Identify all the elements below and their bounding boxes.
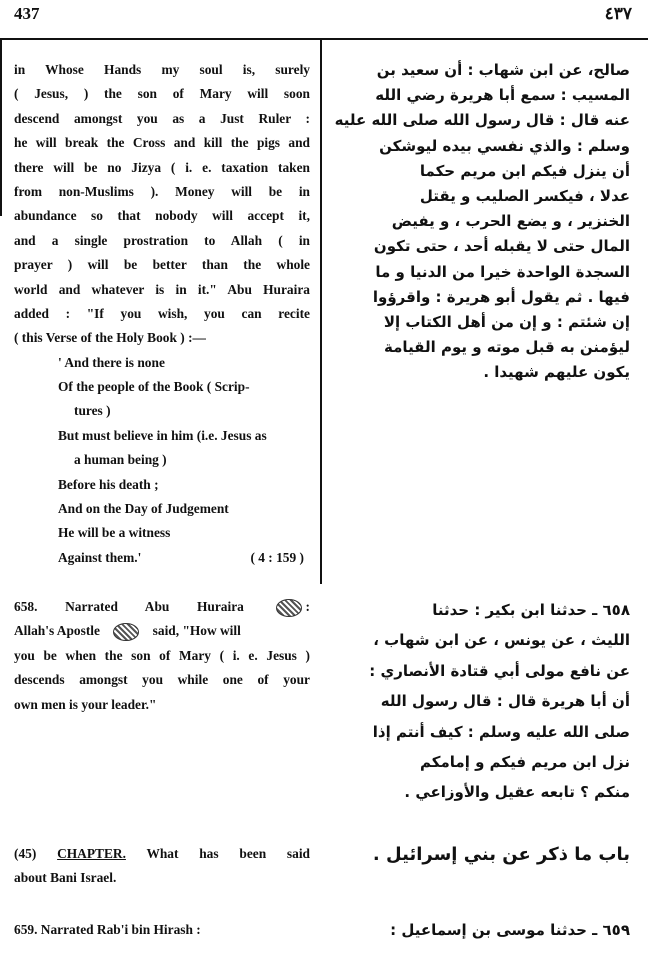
hadith-658-arabic xyxy=(330,595,630,808)
text-line: there will be no Jizya ( i. e. taxation taken xyxy=(14,159,310,175)
verse-reference: ( 4 : 159 ) xyxy=(250,549,304,565)
arabic-line: أن أبا هريرة قال : قال رسول الله xyxy=(380,692,630,711)
hadith-number: 658. xyxy=(14,599,38,614)
arabic-line: يكون عليهم شهيدا . xyxy=(483,363,630,382)
verse-line: tures ) xyxy=(74,403,111,419)
text-line: 659. Narrated Rab'i bin Hirash : xyxy=(14,922,201,937)
text-line: descend amongst you as a Just Ruler : xyxy=(14,110,310,126)
verse-line: But must believe in him (i.e. Jesus as xyxy=(58,427,267,443)
arabic-line: عدلا ، فيكسر الصليب و يقتل xyxy=(419,186,630,205)
hadith-657-arabic xyxy=(330,58,630,385)
verse-line xyxy=(14,546,310,570)
text-line: Allah's Apostle said, "How will xyxy=(14,619,310,643)
text-line: you be when the son of Mary ( i. e. Jesus ) xyxy=(14,647,310,663)
text-line: descends amongst you while one of your xyxy=(14,672,310,688)
calligraphy-seal-icon xyxy=(113,623,139,641)
arabic-line: الليث ، عن يونس ، عن ابن شهاب ، xyxy=(373,631,630,650)
text-line: abundance so that nobody will accept it, xyxy=(14,208,310,224)
arabic-line: إن شئتم : و إن من أهل الكتاب إلا xyxy=(383,312,630,331)
verse-line: ' And there is none xyxy=(58,354,165,370)
text-line: world and whatever is in it." Abu Huraira xyxy=(14,281,310,297)
hadith-657-english xyxy=(14,58,310,570)
arabic-line: ٦٥٩ ـ حدثنا موسى بن إسماعيل : xyxy=(390,921,630,939)
chapter-label: CHAPTER. xyxy=(57,846,126,861)
arabic-line: عن نافع مولى أبي قتادة الأنصاري : xyxy=(369,661,630,680)
page-number-left: 437 xyxy=(14,4,40,23)
text-line: prayer ) will be better than the whole xyxy=(14,257,310,273)
text-line: 658. Narrated Abu Huraira : xyxy=(14,595,310,619)
verse-line: He will be a witness xyxy=(58,525,171,541)
text-line: added : "If you wish, you can recite xyxy=(14,305,310,321)
chapter-heading xyxy=(14,842,310,891)
verse-line-text: Against them.' xyxy=(58,549,142,565)
text-line: ( this Verse of the Holy Book ) :— xyxy=(14,330,206,346)
chapter-arabic xyxy=(330,842,630,868)
text-line: about Bani Israel. xyxy=(14,870,117,886)
verse-line: Before his death ; xyxy=(58,476,159,492)
text-line: ( Jesus, ) the son of Mary will soon xyxy=(14,86,310,102)
text-line: and a single prostration to Allah ( in xyxy=(14,232,310,248)
arabic-line: باب ما ذكر عن بني إسرائيل . xyxy=(372,844,630,865)
verse-line: Of the people of the Book ( Scrip- xyxy=(58,379,250,395)
verse-line: And on the Day of Judgement xyxy=(58,501,229,517)
text-line: in Whose Hands my soul is, surely xyxy=(14,62,310,77)
arabic-line: نزل ابن مريم فيكم و إمامكم xyxy=(420,752,630,771)
arabic-line: عنه قال : قال رسول الله صلى الله عليه xyxy=(334,111,630,130)
arabic-line: أن ينزل فيكم ابن مريم حكما xyxy=(419,161,630,180)
text-line: own men is your leader." xyxy=(14,696,157,712)
arabic-line: منكم ؟ تابعه عقيل والأوزاعي . xyxy=(404,783,630,802)
text-line: he will break the Cross and kill the pigs and xyxy=(14,135,310,151)
arabic-line: فيها . ثم يقول أبو هريرة : واقرؤوا xyxy=(372,287,630,306)
hadith-659-arabic xyxy=(330,918,630,942)
arabic-line: ليؤمنن به قبل موته و يوم القيامة xyxy=(384,338,630,357)
arabic-line: صالح، عن ابن شهاب : أن سعيد بن xyxy=(376,61,630,79)
arabic-line: المال حتى لا يقبله أحد ، حتى تكون xyxy=(373,237,630,256)
header-rule xyxy=(0,38,648,40)
left-margin-rule xyxy=(0,38,2,216)
text-line: from non-Muslims ). Money will be in xyxy=(14,183,310,199)
arabic-line: المسيب : سمع أبا هريرة رضي الله xyxy=(375,86,630,105)
narrator: Narrated Abu Huraira xyxy=(65,599,244,614)
arabic-line: وسلم : والذي نفسي بيده ليوشكن xyxy=(379,136,630,155)
verse-line: a human being ) xyxy=(74,452,167,468)
page-number-right: ٤٣٧ xyxy=(604,4,632,23)
text-line: (45) CHAPTER. What has been said xyxy=(14,846,310,861)
arabic-line: السجدة الواحدة خيرا من الدنيا و ما xyxy=(375,262,630,281)
hadith-659-english xyxy=(14,918,310,942)
arabic-line: صلى الله عليه وسلم : كيف أنتم إذا xyxy=(372,722,630,741)
arabic-line: ٦٥٨ ـ حدثنا ابن بكير : حدثنا xyxy=(432,601,630,619)
hadith-658-english xyxy=(14,595,310,717)
column-divider xyxy=(320,38,322,584)
arabic-line: الخنزير ، و يضع الحرب ، و يفيض xyxy=(391,212,630,231)
calligraphy-seal-icon xyxy=(276,599,302,617)
